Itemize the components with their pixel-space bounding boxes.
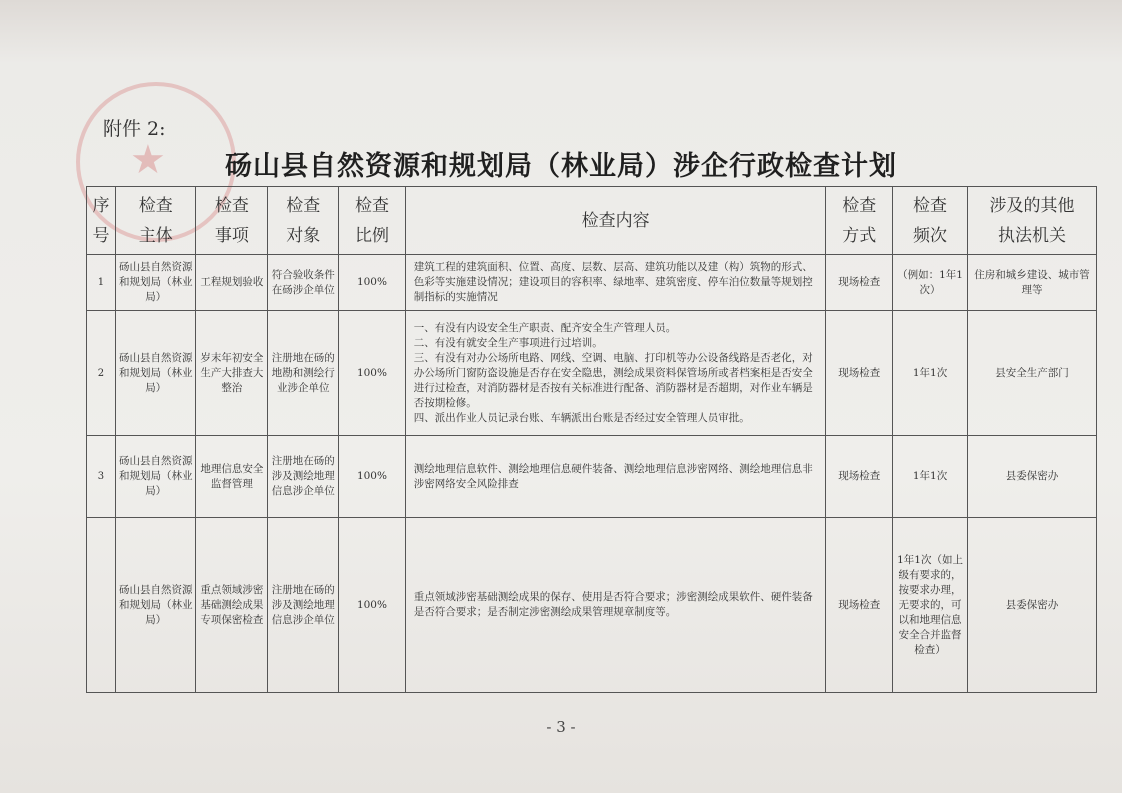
cell-ratio: 100% xyxy=(339,518,406,693)
cell-method: 现场检查 xyxy=(826,518,893,693)
header-subject: 检查 主体 xyxy=(115,187,195,255)
cell-target: 注册地在砀的涉及测绘地理信息涉企单位 xyxy=(268,436,339,518)
attachment-label: 附件 2: xyxy=(103,118,166,140)
page-number: - 3 - xyxy=(546,718,576,736)
cell-other: 县安全生产部门 xyxy=(968,311,1097,436)
cell-subject: 砀山县自然资源和规划局（林业局） xyxy=(115,255,195,311)
cell-ratio: 100% xyxy=(339,311,406,436)
header-seq: 序 号 xyxy=(87,187,116,255)
header-item: 检查 事项 xyxy=(196,187,268,255)
cell-subject: 砀山县自然资源和规划局（林业局） xyxy=(115,436,195,518)
cell-item: 地理信息安全监督管理 xyxy=(196,436,268,518)
content-line: 四、派出作业人员记录台账、车辆派出台账是否经过安全管理人员审批。 xyxy=(413,411,750,424)
cell-ratio: 100% xyxy=(339,255,406,311)
table-row xyxy=(87,518,1097,693)
cell-content xyxy=(405,518,826,693)
header-frequency: 检查 频次 xyxy=(892,187,967,255)
cell-other: 县委保密办 xyxy=(968,436,1097,518)
cell-frequency: （例如：1年1次） xyxy=(892,255,967,311)
header-ratio: 检查 比例 xyxy=(339,187,406,255)
content-line: 一、有没有内设安全生产职责、配齐安全生产管理人员。 xyxy=(413,321,677,334)
content-line: 三、有没有对办公场所电路、网线、空调、电脑、打印机等办公设备线路是否老化，对办公场所门窗防盗设施是否存在安全隐患，测绘成果资料保管场所或者档案柜是否安全进行过检查，对消防器材是否按有关标准进行配备、消防器材是否超期，对作业车辆是否按期检修。 xyxy=(413,351,813,409)
cell-content xyxy=(405,255,826,311)
cell-target: 符合验收条件在砀涉企单位 xyxy=(268,255,339,311)
seal-star-icon: ★ xyxy=(130,137,166,183)
cell-seq: 2 xyxy=(87,311,116,436)
table-row xyxy=(87,311,1097,436)
cell-frequency: 1年1次 xyxy=(892,436,967,518)
cell-method: 现场检查 xyxy=(826,311,893,436)
cell-method: 现场检查 xyxy=(826,255,893,311)
inspection-plan-table xyxy=(86,186,1097,693)
cell-item: 重点领域涉密基础测绘成果专项保密检查 xyxy=(196,518,268,693)
header-row xyxy=(87,187,1097,255)
cell-seq: 1 xyxy=(87,255,116,311)
cell-method: 现场检查 xyxy=(826,436,893,518)
content-line: 重点领域涉密基础测绘成果的保存、使用是否符合要求；涉密测绘成果软件、硬件装备是否符合要求；是否制定涉密测绘成果管理规章制度等。 xyxy=(413,591,813,618)
cell-content xyxy=(405,436,826,518)
cell-seq: 3 xyxy=(87,436,116,518)
cell-content xyxy=(405,311,826,436)
cell-other: 县委保密办 xyxy=(968,518,1097,693)
document-title: 砀山县自然资源和规划局（林业局）涉企行政检查计划 xyxy=(225,151,897,182)
cell-target: 注册地在砀的地勘和测绘行业涉企单位 xyxy=(268,311,339,436)
content-line: 二、有没有就安全生产事项进行过培训。 xyxy=(413,336,603,349)
cell-frequency: 1年1次 xyxy=(892,311,967,436)
table-row xyxy=(87,436,1097,518)
content-line: 建筑工程的建筑面积、位置、高度、层数、层高、建筑功能以及建（构）筑物的形式、色彩等实施建设情况；建设项目的容积率、绿地率、建筑密度、停车泊位数量等规划控制指标的实施情况 xyxy=(413,261,813,303)
cell-frequency: 1年1次（如上级有要求的，按要求办理，无要求的，可以和地理信息安全合并监督检查） xyxy=(892,518,967,693)
table-row xyxy=(87,255,1097,311)
header-content: 检查内容 xyxy=(405,187,826,255)
cell-target: 注册地在砀的涉及测绘地理信息涉企单位 xyxy=(268,518,339,693)
cell-other: 住房和城乡建设、城市管理等 xyxy=(968,255,1097,311)
cell-item: 岁末年初安全生产大排查大整治 xyxy=(196,311,268,436)
header-method: 检查 方式 xyxy=(826,187,893,255)
cell-subject: 砀山县自然资源和规划局（林业局） xyxy=(115,311,195,436)
cell-item: 工程规划验收 xyxy=(196,255,268,311)
content-line: 测绘地理信息软件、测绘地理信息硬件装备、测绘地理信息涉密网络、测绘地理信息非涉密网络安全风险排查 xyxy=(413,462,813,490)
cell-seq xyxy=(87,518,116,693)
header-target: 检查 对象 xyxy=(268,187,339,255)
header-other: 涉及的其他 执法机关 xyxy=(968,187,1097,255)
cell-subject: 砀山县自然资源和规划局（林业局） xyxy=(115,518,195,693)
cell-ratio: 100% xyxy=(339,436,406,518)
